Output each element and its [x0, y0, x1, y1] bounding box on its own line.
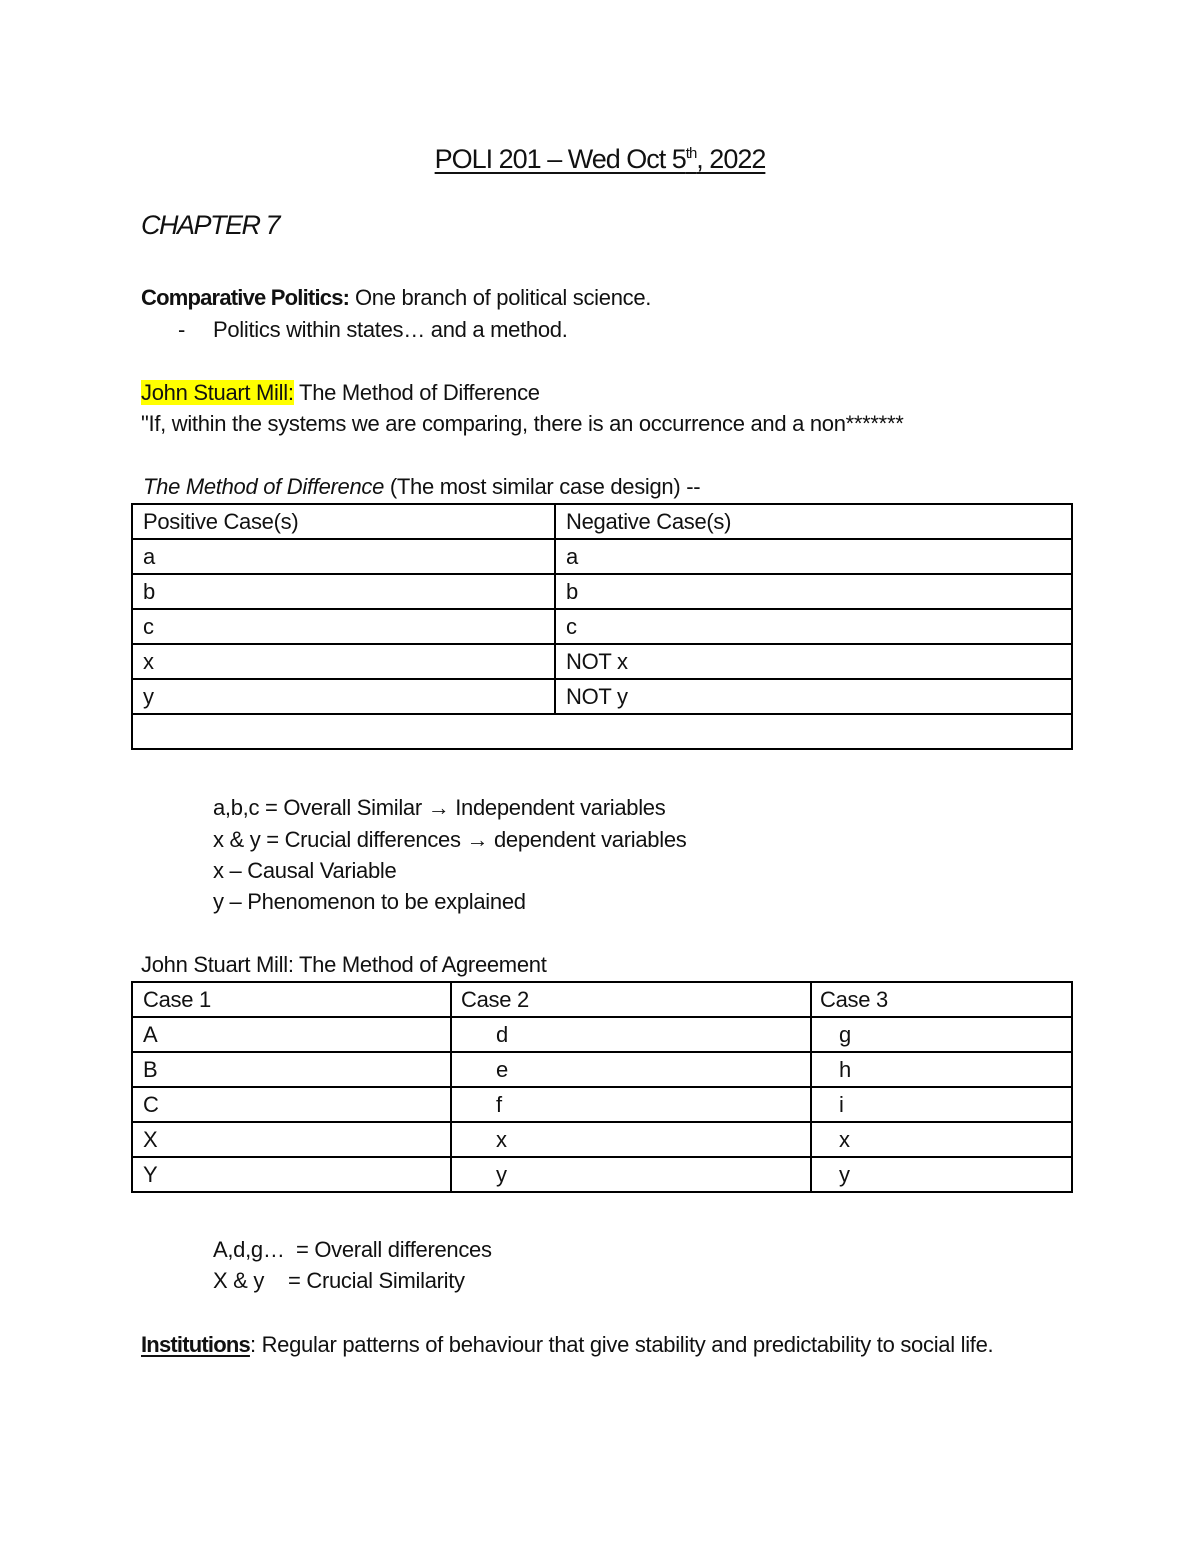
arrow-right-icon: →	[466, 827, 489, 852]
chapter-heading: CHAPTER 7	[141, 210, 280, 240]
table-cell: i	[811, 1087, 1072, 1122]
table-cell: c	[555, 609, 1072, 644]
table-cell: NOT x	[555, 644, 1072, 679]
table-cell: y	[132, 679, 555, 714]
table-header-cell: Case 3	[811, 982, 1072, 1017]
institutions-line: Institutions: Regular patterns of behaviour that give stability and predictability to social life.	[141, 1332, 994, 1357]
note-line: x & y = Crucial differences → dependent variables	[213, 827, 687, 852]
comparative-politics-line: Comparative Politics: One branch of political science.	[141, 285, 652, 310]
arrow-right-icon: →	[427, 795, 450, 820]
table1-caption: The Method of Difference (The most similar case design) --	[143, 474, 701, 499]
note-left: X & y	[213, 1268, 265, 1293]
note-line: y – Phenomenon to be explained	[213, 889, 526, 914]
table-cell: e	[451, 1052, 811, 1087]
table-header-row	[132, 504, 1072, 539]
table-cell: A	[132, 1017, 451, 1052]
table-cell: c	[132, 609, 555, 644]
table-cell: C	[132, 1087, 451, 1122]
table-header-row	[132, 982, 1072, 1017]
mill-agreement-heading: John Stuart Mill: The Method of Agreement	[141, 952, 547, 977]
table-cell: a	[132, 539, 555, 574]
table-cell: X	[132, 1122, 451, 1157]
table-header-cell: Case 2	[451, 982, 811, 1017]
table-row	[132, 1087, 1072, 1122]
table-cell: d	[451, 1017, 811, 1052]
table-row	[132, 1052, 1072, 1087]
mill-quote: "If, within the systems we are comparing, there is an occurrence and a non*******	[141, 411, 904, 436]
table-row	[132, 1017, 1072, 1052]
table-header-cell: Case 1	[132, 982, 451, 1017]
bullet-dash: -	[178, 317, 186, 342]
table-row	[132, 1157, 1072, 1192]
mill-difference-heading: John Stuart Mill: The Method of Difference	[141, 380, 540, 405]
note-right: = Crucial Similarity	[288, 1268, 465, 1293]
note-left: A,d,g…	[213, 1237, 285, 1262]
table-row	[132, 644, 1072, 679]
table-header-cell: Negative Case(s)	[555, 504, 1072, 539]
table-cell: y	[451, 1157, 811, 1192]
table-row	[132, 574, 1072, 609]
table-cell: b	[555, 574, 1072, 609]
table-cell: Y	[132, 1157, 451, 1192]
note-line: x – Causal Variable	[213, 858, 397, 883]
note-line: a,b,c = Overall Similar → Independent variables	[213, 795, 666, 820]
table-cell: h	[811, 1052, 1072, 1087]
table-cell: NOT y	[555, 679, 1072, 714]
table-cell: a	[555, 539, 1072, 574]
table-row	[132, 679, 1072, 714]
table-cell: x	[811, 1122, 1072, 1157]
table-header-cell: Positive Case(s)	[132, 504, 555, 539]
table-cell-empty	[132, 714, 1072, 749]
table-cell: f	[451, 1087, 811, 1122]
table-row	[132, 539, 1072, 574]
table-cell: x	[451, 1122, 811, 1157]
table-cell: g	[811, 1017, 1072, 1052]
method-of-agreement-table	[131, 981, 1073, 1193]
table-cell: b	[132, 574, 555, 609]
table-cell: x	[132, 644, 555, 679]
table-row	[132, 1122, 1072, 1157]
table-cell: y	[811, 1157, 1072, 1192]
bullet-text: Politics within states… and a method.	[213, 317, 568, 342]
table-cell: B	[132, 1052, 451, 1087]
method-of-difference-table	[131, 503, 1073, 750]
note-right: = Overall differences	[296, 1237, 492, 1262]
table-row	[132, 609, 1072, 644]
page-title: POLI 201 – Wed Oct 5th, 2022	[434, 144, 766, 174]
table-row-empty	[132, 714, 1072, 749]
